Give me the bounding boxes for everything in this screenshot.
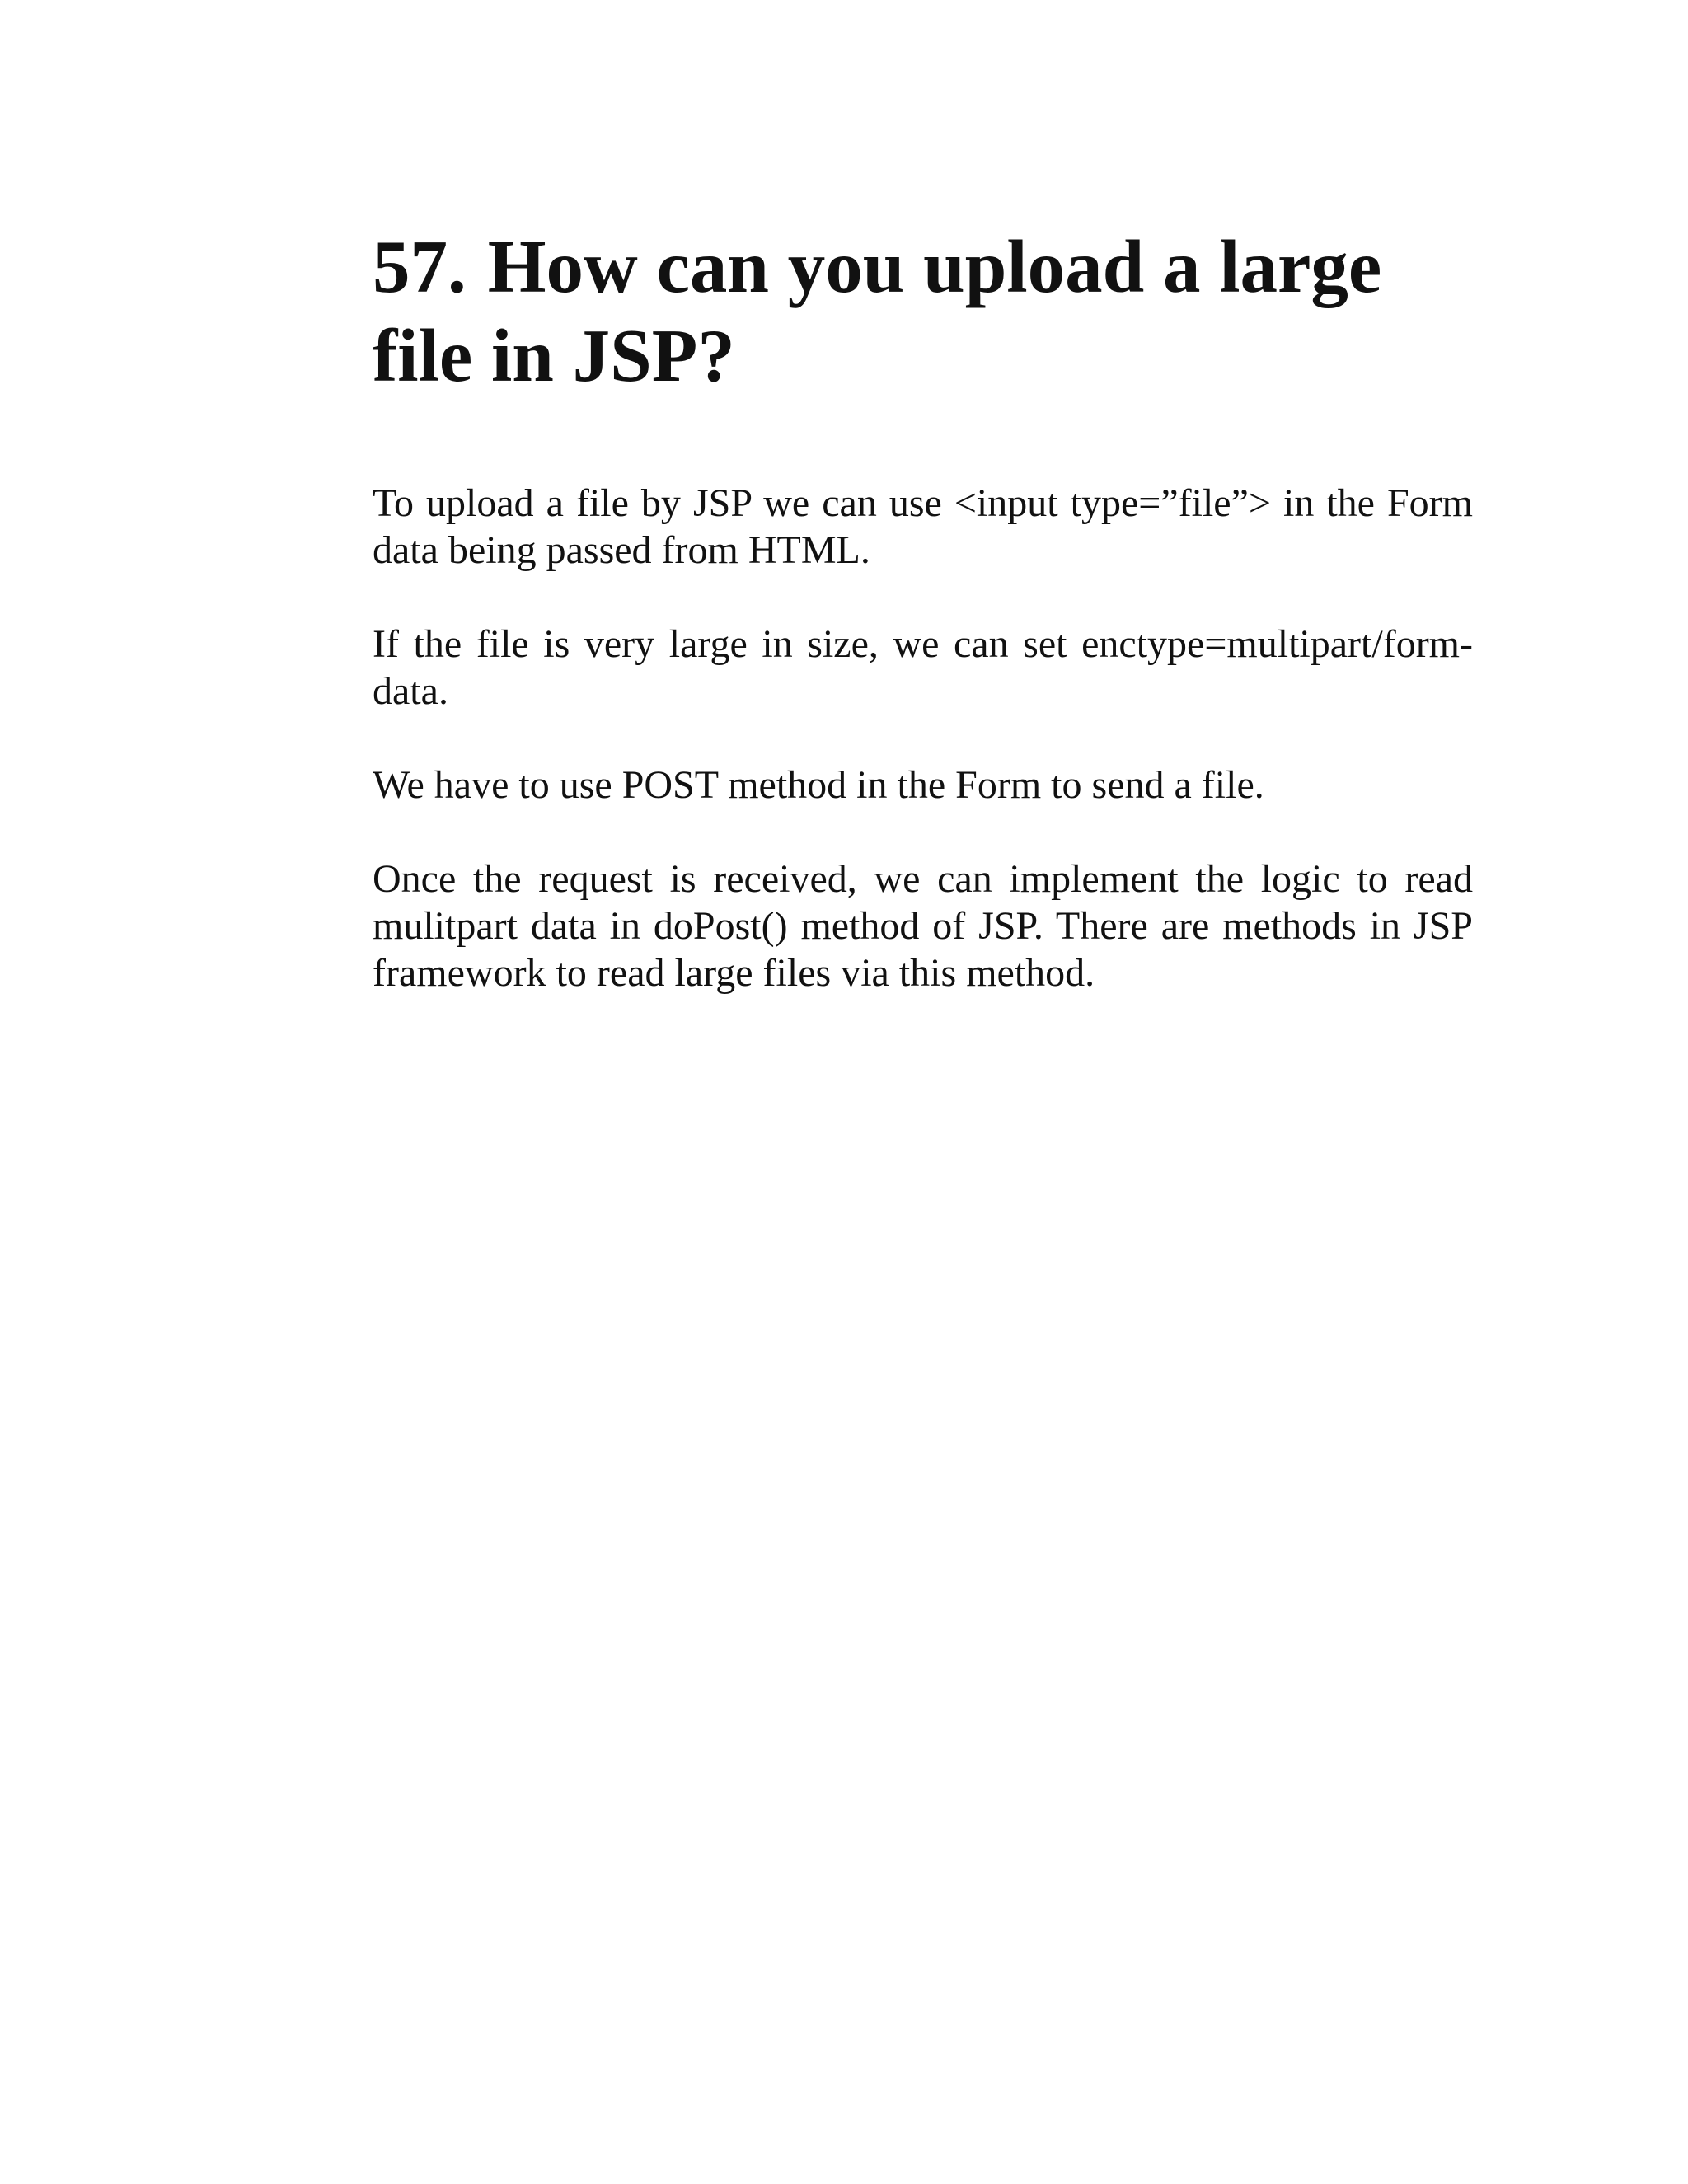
answer-paragraph-1: To upload a file by JSP we can use <input type=”file”> in the Form data being passed from HTML. — [373, 481, 1473, 572]
page-content — [373, 223, 1473, 996]
question-heading — [373, 223, 1473, 401]
question-number: 57. — [373, 225, 467, 308]
question-title: How can you upload a large file in JSP? — [373, 225, 1382, 397]
answer-paragraph-2: If the file is very large in size, we can set enctype=multipart/form-data. — [373, 622, 1473, 713]
answer-paragraph-4: Once the request is received, we can implement the logic to read mulitpart data in doPost() method of JSP. There are methods in JSP framework to read large files via this method. — [373, 857, 1473, 995]
answer-paragraph-3: We have to use POST method in the Form to send a file. — [373, 763, 1264, 807]
